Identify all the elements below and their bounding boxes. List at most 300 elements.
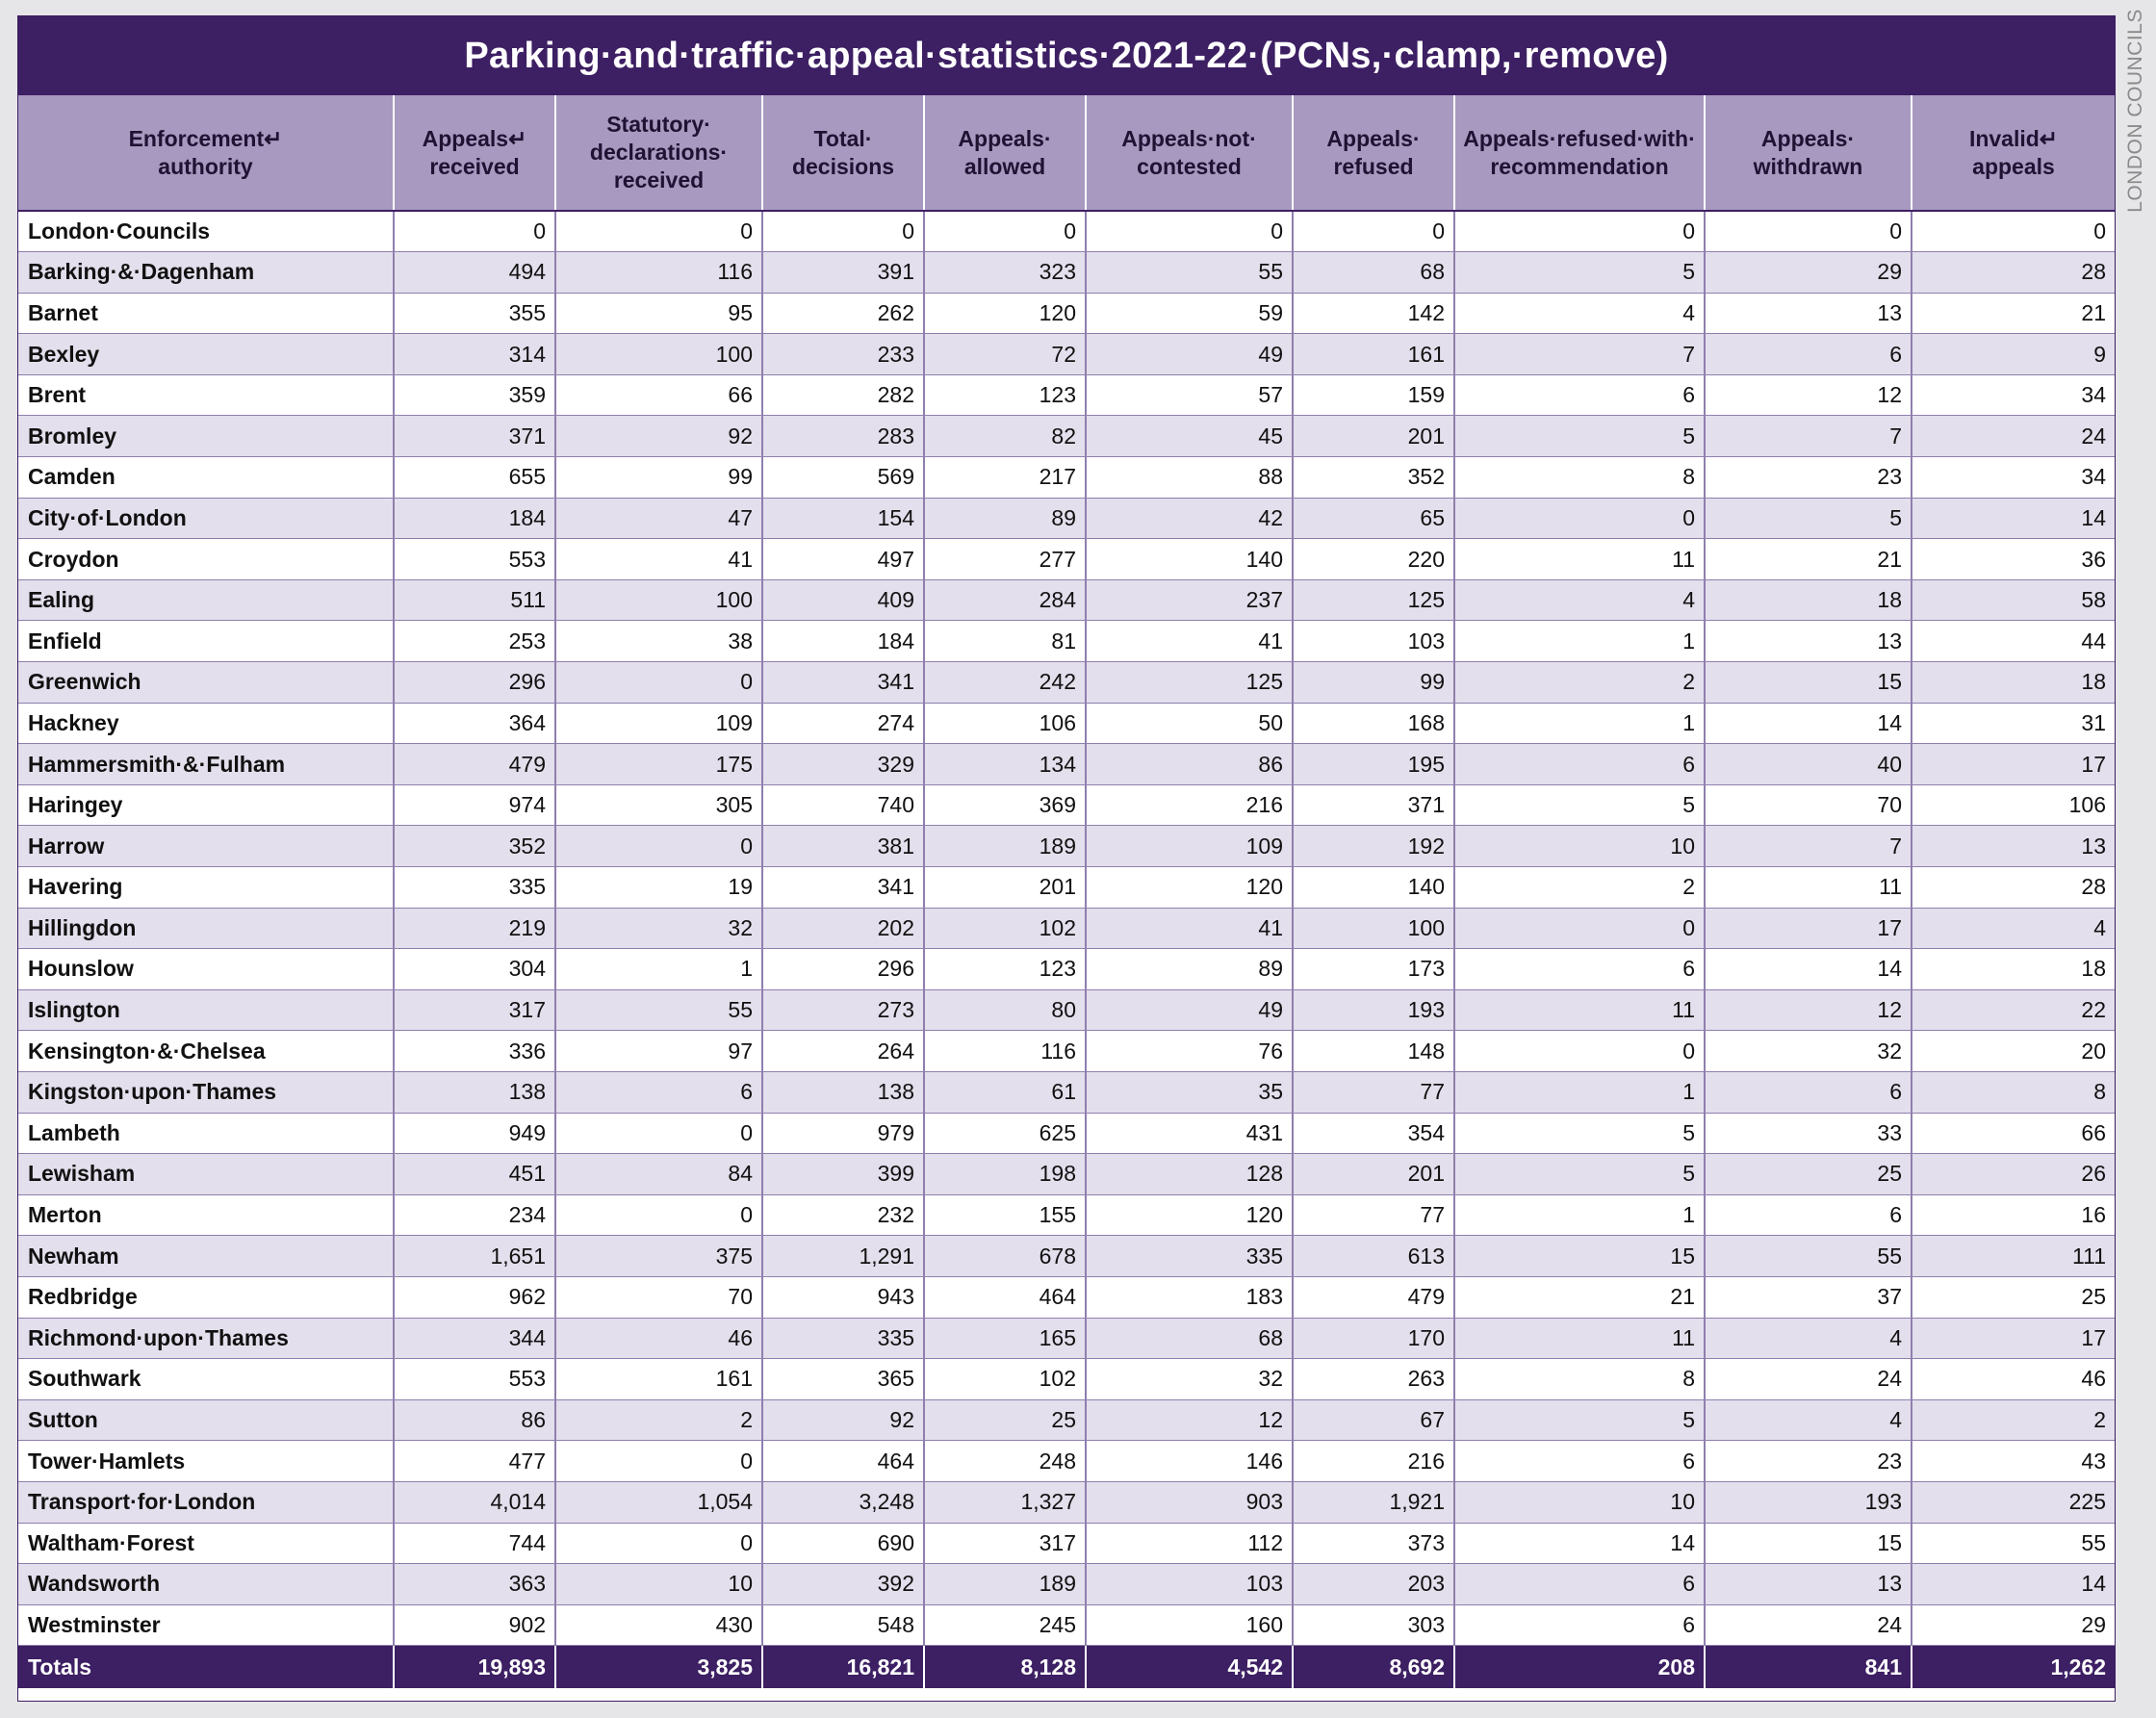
value-cell: 8	[1454, 1359, 1705, 1400]
value-cell: 198	[924, 1154, 1086, 1195]
value-cell: 354	[1293, 1113, 1454, 1154]
value-cell: 365	[762, 1359, 924, 1400]
value-cell: 21	[1912, 293, 2115, 334]
value-cell: 125	[1293, 579, 1454, 621]
value-cell: 11	[1705, 867, 1912, 909]
value-cell: 99	[1293, 662, 1454, 704]
table-row	[18, 1031, 2115, 1072]
authority-name-cell: Hackney	[18, 703, 394, 744]
value-cell: 49	[1086, 334, 1293, 375]
value-cell: 89	[924, 498, 1086, 539]
authority-name-cell: Waltham·Forest	[18, 1523, 394, 1564]
table-row	[18, 744, 2115, 785]
value-cell: 82	[924, 416, 1086, 457]
value-cell: 17	[1705, 908, 1912, 949]
value-cell: 58	[1912, 579, 2115, 621]
authority-name-cell: Harrow	[18, 826, 394, 867]
authority-name-cell: Bexley	[18, 334, 394, 375]
value-cell: 479	[394, 744, 555, 785]
value-cell: 140	[1293, 867, 1454, 909]
value-cell: 477	[394, 1441, 555, 1482]
table-row	[18, 1359, 2115, 1400]
value-cell: 112	[1086, 1523, 1293, 1564]
table-row	[18, 989, 2115, 1031]
value-cell: 6	[555, 1071, 762, 1113]
authority-name-cell: Lambeth	[18, 1113, 394, 1154]
value-cell: 548	[762, 1604, 924, 1646]
value-cell: 189	[924, 1564, 1086, 1605]
value-cell: 497	[762, 539, 924, 580]
side-label-container	[2121, 9, 2150, 213]
value-cell: 61	[924, 1071, 1086, 1113]
value-cell: 32	[555, 908, 762, 949]
value-cell: 20	[1912, 1031, 2115, 1072]
value-cell: 1	[1454, 1194, 1705, 1236]
value-cell: 148	[1293, 1031, 1454, 1072]
value-cell: 317	[394, 989, 555, 1031]
value-cell: 0	[1912, 211, 2115, 252]
value-cell: 95	[555, 293, 762, 334]
value-cell: 303	[1293, 1604, 1454, 1646]
value-cell: 183	[1086, 1276, 1293, 1318]
value-cell: 1	[1454, 703, 1705, 744]
value-cell: 0	[555, 1113, 762, 1154]
value-cell: 451	[394, 1154, 555, 1195]
totals-row	[18, 1646, 2115, 1688]
authority-name-cell: London·Councils	[18, 211, 394, 252]
table-row	[18, 1318, 2115, 1359]
value-cell: 35	[1086, 1071, 1293, 1113]
value-cell: 103	[1293, 621, 1454, 662]
value-cell: 31	[1912, 703, 2115, 744]
total-value-cell: 8,128	[924, 1646, 1086, 1688]
value-cell: 175	[555, 744, 762, 785]
value-cell: 409	[762, 579, 924, 621]
value-cell: 943	[762, 1276, 924, 1318]
value-cell: 173	[1293, 949, 1454, 990]
value-cell: 1,651	[394, 1236, 555, 1277]
value-cell: 13	[1705, 1564, 1912, 1605]
value-cell: 1	[555, 949, 762, 990]
value-cell: 2	[1454, 662, 1705, 704]
table-row	[18, 949, 2115, 990]
value-cell: 0	[1086, 211, 1293, 252]
authority-name-cell: Tower·Hamlets	[18, 1441, 394, 1482]
column-header: Enforcement↵ authority	[18, 95, 394, 211]
value-cell: 277	[924, 539, 1086, 580]
value-cell: 100	[555, 334, 762, 375]
value-cell: 32	[1705, 1031, 1912, 1072]
table-row	[18, 416, 2115, 457]
value-cell: 335	[762, 1318, 924, 1359]
value-cell: 13	[1912, 826, 2115, 867]
value-cell: 116	[924, 1031, 1086, 1072]
value-cell: 103	[1086, 1564, 1293, 1605]
value-cell: 55	[1086, 252, 1293, 294]
value-cell: 282	[762, 374, 924, 416]
authority-name-cell: Greenwich	[18, 662, 394, 704]
value-cell: 553	[394, 1359, 555, 1400]
value-cell: 68	[1293, 252, 1454, 294]
table-row	[18, 1276, 2115, 1318]
value-cell: 111	[1912, 1236, 2115, 1277]
value-cell: 4	[1912, 908, 2115, 949]
value-cell: 92	[555, 416, 762, 457]
value-cell: 6	[1454, 1441, 1705, 1482]
value-cell: 373	[1293, 1523, 1454, 1564]
authority-name-cell: Croydon	[18, 539, 394, 580]
value-cell: 216	[1086, 784, 1293, 826]
table-row	[18, 1399, 2115, 1441]
value-cell: 25	[924, 1399, 1086, 1441]
value-cell: 50	[1086, 703, 1293, 744]
value-cell: 335	[1086, 1236, 1293, 1277]
total-value-cell: 208	[1454, 1646, 1705, 1688]
value-cell: 479	[1293, 1276, 1454, 1318]
value-cell: 165	[924, 1318, 1086, 1359]
value-cell: 12	[1705, 374, 1912, 416]
value-cell: 352	[394, 826, 555, 867]
value-cell: 18	[1705, 579, 1912, 621]
value-cell: 106	[924, 703, 1086, 744]
value-cell: 72	[924, 334, 1086, 375]
value-cell: 974	[394, 784, 555, 826]
value-cell: 45	[1086, 416, 1293, 457]
table-row	[18, 334, 2115, 375]
value-cell: 430	[555, 1604, 762, 1646]
value-cell: 431	[1086, 1113, 1293, 1154]
value-cell: 161	[555, 1359, 762, 1400]
value-cell: 120	[1086, 1194, 1293, 1236]
total-value-cell: 4,542	[1086, 1646, 1293, 1688]
value-cell: 5	[1454, 1399, 1705, 1441]
value-cell: 123	[924, 374, 1086, 416]
column-header: Appeals· refused	[1293, 95, 1454, 211]
authority-name-cell: Havering	[18, 867, 394, 909]
value-cell: 46	[1912, 1359, 2115, 1400]
table-row	[18, 703, 2115, 744]
authority-name-cell: Wandsworth	[18, 1564, 394, 1605]
value-cell: 12	[1705, 989, 1912, 1031]
value-cell: 0	[555, 826, 762, 867]
value-cell: 1,291	[762, 1236, 924, 1277]
totals-label-cell: Totals	[18, 1646, 394, 1688]
value-cell: 0	[555, 662, 762, 704]
value-cell: 57	[1086, 374, 1293, 416]
value-cell: 25	[1705, 1154, 1912, 1195]
table-row	[18, 1564, 2115, 1605]
value-cell: 160	[1086, 1604, 1293, 1646]
authority-name-cell: Hammersmith·&·Fulham	[18, 744, 394, 785]
value-cell: 903	[1086, 1481, 1293, 1523]
value-cell: 65	[1293, 498, 1454, 539]
value-cell: 201	[1293, 1154, 1454, 1195]
table-row	[18, 374, 2115, 416]
value-cell: 317	[924, 1523, 1086, 1564]
value-cell: 36	[1912, 539, 2115, 580]
value-cell: 44	[1912, 621, 2115, 662]
column-header: Appeals· allowed	[924, 95, 1086, 211]
table-row	[18, 908, 2115, 949]
value-cell: 253	[394, 621, 555, 662]
value-cell: 34	[1912, 457, 2115, 499]
value-cell: 24	[1912, 416, 2115, 457]
value-cell: 70	[1705, 784, 1912, 826]
value-cell: 11	[1454, 1318, 1705, 1359]
column-header: Invalid↵ appeals	[1912, 95, 2115, 211]
value-cell: 14	[1705, 949, 1912, 990]
value-cell: 263	[1293, 1359, 1454, 1400]
value-cell: 6	[1454, 1604, 1705, 1646]
value-cell: 355	[394, 293, 555, 334]
value-cell: 0	[1454, 908, 1705, 949]
value-cell: 962	[394, 1276, 555, 1318]
value-cell: 10	[1454, 1481, 1705, 1523]
value-cell: 77	[1293, 1194, 1454, 1236]
value-cell: 17	[1912, 744, 2115, 785]
value-cell: 264	[762, 1031, 924, 1072]
value-cell: 55	[1705, 1236, 1912, 1277]
value-cell: 979	[762, 1113, 924, 1154]
value-cell: 6	[1705, 1194, 1912, 1236]
column-header: Appeals· withdrawn	[1705, 95, 1912, 211]
value-cell: 92	[762, 1399, 924, 1441]
value-cell: 0	[555, 1441, 762, 1482]
table-row	[18, 1604, 2115, 1646]
value-cell: 284	[924, 579, 1086, 621]
value-cell: 0	[1454, 1031, 1705, 1072]
table-row	[18, 579, 2115, 621]
value-cell: 1,327	[924, 1481, 1086, 1523]
value-cell: 59	[1086, 293, 1293, 334]
value-cell: 464	[762, 1441, 924, 1482]
table-row	[18, 867, 2115, 909]
table-title: Parking·and·traffic·appeal·statistics·2021-22·(PCNs,·clamp,·remove)	[18, 16, 2115, 95]
value-cell: 15	[1705, 1523, 1912, 1564]
value-cell: 102	[924, 1359, 1086, 1400]
value-cell: 494	[394, 252, 555, 294]
value-cell: 138	[394, 1071, 555, 1113]
value-cell: 77	[1293, 1071, 1454, 1113]
value-cell: 220	[1293, 539, 1454, 580]
value-cell: 364	[394, 703, 555, 744]
value-cell: 46	[555, 1318, 762, 1359]
table-row	[18, 1113, 2115, 1154]
table-row	[18, 498, 2115, 539]
table-row	[18, 1441, 2115, 1482]
value-cell: 15	[1705, 662, 1912, 704]
value-cell: 1	[1454, 1071, 1705, 1113]
value-cell: 202	[762, 908, 924, 949]
value-cell: 392	[762, 1564, 924, 1605]
value-cell: 625	[924, 1113, 1086, 1154]
value-cell: 12	[1086, 1399, 1293, 1441]
value-cell: 9	[1912, 334, 2115, 375]
value-cell: 740	[762, 784, 924, 826]
value-cell: 0	[1454, 211, 1705, 252]
value-cell: 381	[762, 826, 924, 867]
value-cell: 66	[1912, 1113, 2115, 1154]
value-cell: 234	[394, 1194, 555, 1236]
value-cell: 237	[1086, 579, 1293, 621]
value-cell: 314	[394, 334, 555, 375]
value-cell: 55	[555, 989, 762, 1031]
value-cell: 193	[1293, 989, 1454, 1031]
value-cell: 6	[1705, 334, 1912, 375]
total-value-cell: 1,262	[1912, 1646, 2115, 1688]
value-cell: 5	[1705, 498, 1912, 539]
value-cell: 6	[1454, 744, 1705, 785]
value-cell: 323	[924, 252, 1086, 294]
value-cell: 273	[762, 989, 924, 1031]
value-cell: 15	[1454, 1236, 1705, 1277]
value-cell: 4	[1705, 1318, 1912, 1359]
total-value-cell: 16,821	[762, 1646, 924, 1688]
total-value-cell: 841	[1705, 1646, 1912, 1688]
authority-name-cell: Brent	[18, 374, 394, 416]
value-cell: 21	[1454, 1276, 1705, 1318]
value-cell: 22	[1912, 989, 2115, 1031]
value-cell: 949	[394, 1113, 555, 1154]
value-cell: 5	[1454, 784, 1705, 826]
value-cell: 2	[1454, 867, 1705, 909]
value-cell: 569	[762, 457, 924, 499]
value-cell: 296	[762, 949, 924, 990]
value-cell: 613	[1293, 1236, 1454, 1277]
column-header: Statutory· declarations· received	[555, 95, 762, 211]
value-cell: 189	[924, 826, 1086, 867]
authority-name-cell: Barnet	[18, 293, 394, 334]
value-cell: 40	[1705, 744, 1912, 785]
value-cell: 335	[394, 867, 555, 909]
value-cell: 248	[924, 1441, 1086, 1482]
authority-name-cell: Merton	[18, 1194, 394, 1236]
value-cell: 34	[1912, 374, 2115, 416]
value-cell: 13	[1705, 293, 1912, 334]
value-cell: 304	[394, 949, 555, 990]
value-cell: 155	[924, 1194, 1086, 1236]
value-cell: 66	[555, 374, 762, 416]
value-cell: 195	[1293, 744, 1454, 785]
value-cell: 375	[555, 1236, 762, 1277]
value-cell: 100	[555, 579, 762, 621]
value-cell: 23	[1705, 457, 1912, 499]
value-cell: 11	[1454, 539, 1705, 580]
authority-name-cell: Islington	[18, 989, 394, 1031]
table-row	[18, 539, 2115, 580]
value-cell: 371	[1293, 784, 1454, 826]
column-header: Appeals·not· contested	[1086, 95, 1293, 211]
value-cell: 29	[1705, 252, 1912, 294]
value-cell: 225	[1912, 1481, 2115, 1523]
value-cell: 511	[394, 579, 555, 621]
value-cell: 89	[1086, 949, 1293, 990]
value-cell: 201	[924, 867, 1086, 909]
table-row	[18, 211, 2115, 252]
authority-name-cell: City·of·London	[18, 498, 394, 539]
authority-name-cell: Redbridge	[18, 1276, 394, 1318]
authority-name-cell: Newham	[18, 1236, 394, 1277]
value-cell: 109	[1086, 826, 1293, 867]
value-cell: 0	[394, 211, 555, 252]
value-cell: 24	[1705, 1359, 1912, 1400]
value-cell: 55	[1912, 1523, 2115, 1564]
table-row	[18, 1194, 2115, 1236]
value-cell: 32	[1086, 1359, 1293, 1400]
value-cell: 744	[394, 1523, 555, 1564]
table-row	[18, 1523, 2115, 1564]
value-cell: 6	[1454, 1564, 1705, 1605]
value-cell: 655	[394, 457, 555, 499]
table-row	[18, 784, 2115, 826]
value-cell: 128	[1086, 1154, 1293, 1195]
value-cell: 5	[1454, 1154, 1705, 1195]
value-cell: 4	[1454, 579, 1705, 621]
value-cell: 42	[1086, 498, 1293, 539]
value-cell: 11	[1454, 989, 1705, 1031]
authority-name-cell: Richmond·upon·Thames	[18, 1318, 394, 1359]
value-cell: 138	[762, 1071, 924, 1113]
value-cell: 0	[1705, 211, 1912, 252]
value-cell: 70	[555, 1276, 762, 1318]
statistics-sheet	[17, 15, 2116, 1702]
value-cell: 154	[762, 498, 924, 539]
value-cell: 233	[762, 334, 924, 375]
value-cell: 7	[1705, 416, 1912, 457]
table-row	[18, 662, 2115, 704]
value-cell: 296	[394, 662, 555, 704]
value-cell: 88	[1086, 457, 1293, 499]
value-cell: 4	[1705, 1399, 1912, 1441]
value-cell: 2	[555, 1399, 762, 1441]
authority-name-cell: Kensington·&·Chelsea	[18, 1031, 394, 1072]
value-cell: 6	[1454, 949, 1705, 990]
value-cell: 26	[1912, 1154, 2115, 1195]
value-cell: 146	[1086, 1441, 1293, 1482]
value-cell: 16	[1912, 1194, 2115, 1236]
value-cell: 4,014	[394, 1481, 555, 1523]
value-cell: 134	[924, 744, 1086, 785]
value-cell: 219	[394, 908, 555, 949]
value-cell: 33	[1705, 1113, 1912, 1154]
value-cell: 159	[1293, 374, 1454, 416]
value-cell: 184	[394, 498, 555, 539]
appeals-table	[18, 95, 2115, 1688]
value-cell: 41	[1086, 621, 1293, 662]
value-cell: 21	[1705, 539, 1912, 580]
table-body	[18, 211, 2115, 1646]
value-cell: 10	[1454, 826, 1705, 867]
total-value-cell: 3,825	[555, 1646, 762, 1688]
value-cell: 184	[762, 621, 924, 662]
value-cell: 344	[394, 1318, 555, 1359]
value-cell: 19	[555, 867, 762, 909]
table-row	[18, 293, 2115, 334]
value-cell: 242	[924, 662, 1086, 704]
value-cell: 97	[555, 1031, 762, 1072]
value-cell: 245	[924, 1604, 1086, 1646]
authority-name-cell: Southwark	[18, 1359, 394, 1400]
value-cell: 86	[394, 1399, 555, 1441]
value-cell: 116	[555, 252, 762, 294]
value-cell: 43	[1912, 1441, 2115, 1482]
value-cell: 17	[1912, 1318, 2115, 1359]
value-cell: 6	[1705, 1071, 1912, 1113]
authority-name-cell: Haringey	[18, 784, 394, 826]
authority-name-cell: Barking·&·Dagenham	[18, 252, 394, 294]
total-value-cell: 19,893	[394, 1646, 555, 1688]
table-row	[18, 826, 2115, 867]
